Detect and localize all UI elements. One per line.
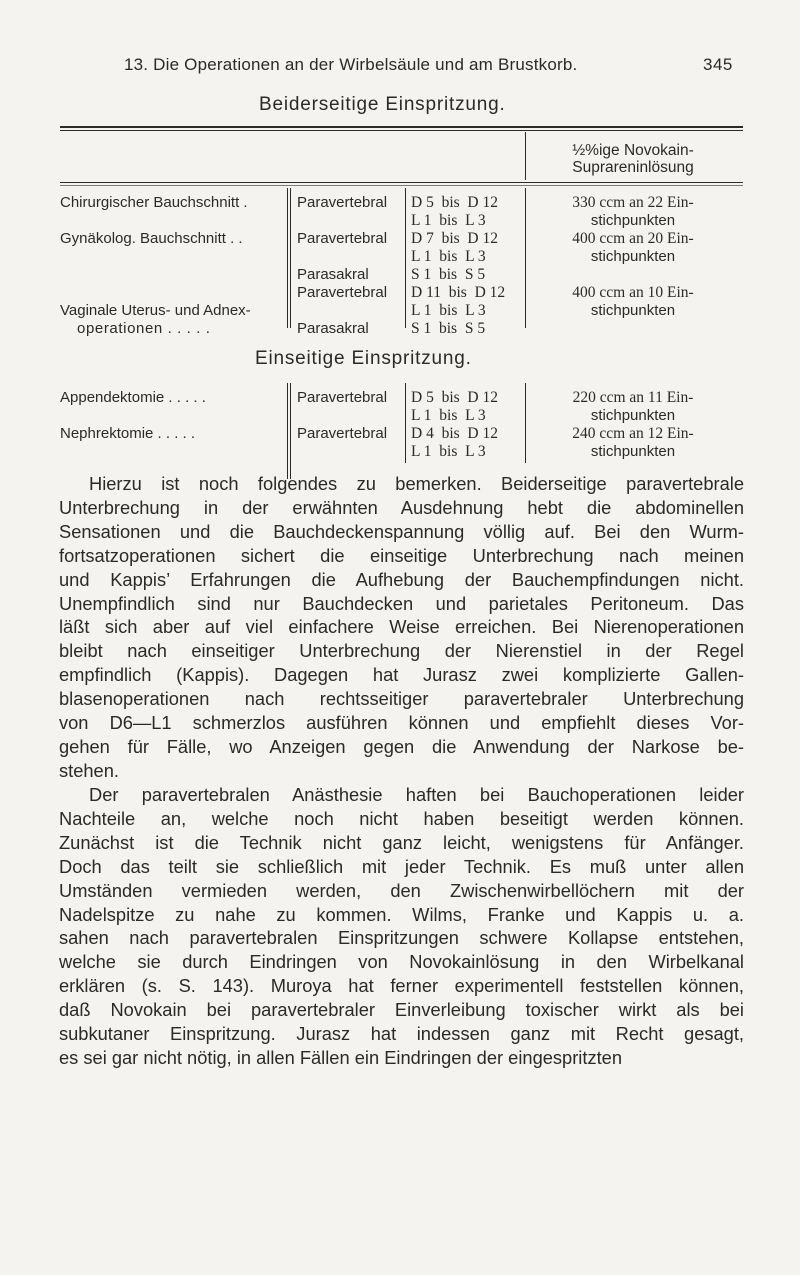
- section-title-bilateral: Beiderseitige Einspritzung.: [259, 94, 506, 115]
- header-solution-line1: ½%ige Novokain-: [572, 142, 694, 159]
- header-bottom-rule: [60, 182, 743, 183]
- row1-segment1: D 5 bis D 12: [411, 194, 498, 211]
- urow2-dose1: 240 ccm an 12 Ein-: [572, 425, 694, 442]
- col-divider-1: [287, 188, 288, 328]
- text-line: Unterbrechung in der erwähnten Ausdehnung hebt die abdominellen: [59, 496, 744, 518]
- urow1-dose1: 220 ccm an 11 Ein-: [572, 389, 694, 406]
- row3-method1: Paravertebral: [297, 284, 388, 301]
- text-line: und Kappis’ Erfahrungen die Aufhebung der Bauchempfindungen nicht.: [59, 568, 744, 590]
- urow2-operation: Nephrektomie . . . . .: [60, 425, 196, 442]
- row1-method: Paravertebral: [297, 194, 388, 211]
- text-line: subkutaner Einspritzung. Jurasz hat indessen ganz mit Recht gesagt,: [59, 1023, 744, 1045]
- row1-segment2: L 1 bis L 3: [411, 212, 486, 229]
- page-number: 345: [703, 55, 733, 74]
- text-line: blasenoperationen nach rechtsseitiger paravertebraler Unterbrechung: [59, 688, 744, 710]
- row2-segment3: S 1 bis S 5: [411, 266, 486, 283]
- paragraph-2: [59, 783, 744, 1070]
- header-bottom-rule-2: [60, 185, 743, 186]
- urow2-segment2: L 1 bis L 3: [411, 443, 486, 460]
- text-line: Hierzu ist noch folgendes zu bemerken. Beiderseitige paravertebrale: [89, 473, 744, 494]
- urow1-operation: Appendektomie . . . . .: [60, 389, 206, 406]
- text-line: erklären (s. S. 143). Muroya hat ferner experimentell feststellen können,: [59, 975, 744, 997]
- row1-operation: Chirurgischer Bauchschnitt .: [60, 194, 248, 211]
- text-line: bleibt nach einseitiger Unterbrechung der Nierenstiel in der Regel: [59, 640, 744, 662]
- col-divider-2: [405, 188, 406, 328]
- text-line: Doch das teilt sie schließlich mit jeder Technik. Es muß unter allen: [59, 855, 744, 877]
- row3-segment3: S 1 bis S 5: [411, 320, 486, 337]
- row3-operation1: Vaginale Uterus- und Adnex-: [60, 302, 251, 319]
- row3-dose2: stichpunkten: [590, 302, 676, 319]
- text-line: sahen nach paravertebralen Einspritzungen schwere Kollapse entstehen,: [59, 927, 744, 949]
- row2-segment1: D 7 bis D 12: [411, 230, 498, 247]
- table-top-rule: [60, 126, 743, 128]
- text-line: daß Novokain bei paravertebraler Einverleibung toxischer wirkt als bei: [59, 999, 744, 1021]
- row3-segment2: L 1 bis L 3: [411, 302, 486, 319]
- col-divider-u3: [525, 383, 526, 463]
- text-line: fortsatzoperationen sichert die einseitige Unterbrechung nach meinen: [59, 544, 744, 566]
- text-line: Nadelspitze zu nahe zu kommen. Wilms, Franke und Kappis u. a.: [59, 903, 744, 925]
- text-line: stehen.: [59, 759, 119, 781]
- text-line: welche sie durch Eindringen von Novokainlösung in den Wirbelkanal: [59, 951, 744, 973]
- col-divider-3: [525, 188, 526, 328]
- text-line: Unempfindlich sind nur Bauchdecken und parietales Peritoneum. Das: [59, 592, 744, 614]
- row2-method3: Parasakral: [297, 266, 369, 283]
- col-divider-u1b: [290, 383, 291, 479]
- table-top-rule-2: [60, 130, 743, 131]
- urow1-segment2: L 1 bis L 3: [411, 407, 486, 424]
- urow1-dose2: stichpunkten: [590, 407, 676, 424]
- col-divider-1b: [290, 188, 291, 328]
- text-line: Zunächst ist die Technik nicht ganz leicht, wenigstens für Anfänger.: [59, 831, 744, 853]
- text-line: Der paravertebralen Anästhesie haften bei Bauchoperationen leider: [89, 784, 744, 805]
- text-line: es sei gar nicht nötig, in allen Fällen ein Eindringen der eingespritzten: [59, 1046, 622, 1068]
- text-line: gehen für Fälle, wo Anzeigen gegen die Anwendung der Narkose be-: [59, 735, 744, 757]
- text-line: von D6—L1 schmerzlos ausführen können und empfiehlt dieses Vor-: [59, 712, 744, 734]
- text-line: läßt sich aber auf viel einfachere Weise erreichen. Bei Nierenoperationen: [59, 616, 744, 638]
- row3-operation2: operationen . . . . .: [77, 320, 211, 337]
- row2-dose1: 400 ccm an 20 Ein-: [572, 230, 694, 247]
- col-divider-u2: [405, 383, 406, 463]
- urow1-method: Paravertebral: [297, 389, 388, 406]
- text-line: empfindlich (Kappis). Dagegen hat Jurasz zwei komplizierte Gallen-: [59, 664, 744, 686]
- urow1-segment1: D 5 bis D 12: [411, 389, 498, 406]
- row2-dose2: stichpunkten: [590, 248, 676, 265]
- row1-dose2: stichpunkten: [590, 212, 676, 229]
- row2-segment2: L 1 bis L 3: [411, 248, 486, 265]
- row3-dose1: 400 ccm an 10 Ein-: [572, 284, 694, 301]
- urow2-method: Paravertebral: [297, 425, 388, 442]
- running-header-chapter: 13. Die Operationen an der Wirbelsäule und am Brustkorb.: [124, 55, 578, 74]
- row1-dose1: 330 ccm an 22 Ein-: [572, 194, 694, 211]
- col-divider-u1: [287, 383, 288, 479]
- text-line: Sensationen und die Bauchdeckenspannung völlig auf. Bei den Wurm-: [59, 520, 744, 542]
- row2-operation: Gynäkolog. Bauchschnitt . .: [60, 230, 243, 247]
- header-divider: [525, 132, 526, 180]
- row3-method3: Parasakral: [297, 320, 369, 337]
- text-line: Nachteile an, welche noch nicht haben beseitigt werden können.: [59, 807, 744, 829]
- section-title-unilateral: Einseitige Einspritzung.: [255, 348, 472, 369]
- urow2-dose2: stichpunkten: [590, 443, 676, 460]
- urow2-segment1: D 4 bis D 12: [411, 425, 498, 442]
- text-line: Umständen vermieden werden, den Zwischenwirbellöchern mit der: [59, 879, 744, 901]
- row3-segment1: D 11 bis D 12: [411, 284, 506, 301]
- paragraph-1: [59, 472, 744, 783]
- header-solution-line2: Suprareninlösung: [572, 159, 694, 176]
- row2-method1: Paravertebral: [297, 230, 388, 247]
